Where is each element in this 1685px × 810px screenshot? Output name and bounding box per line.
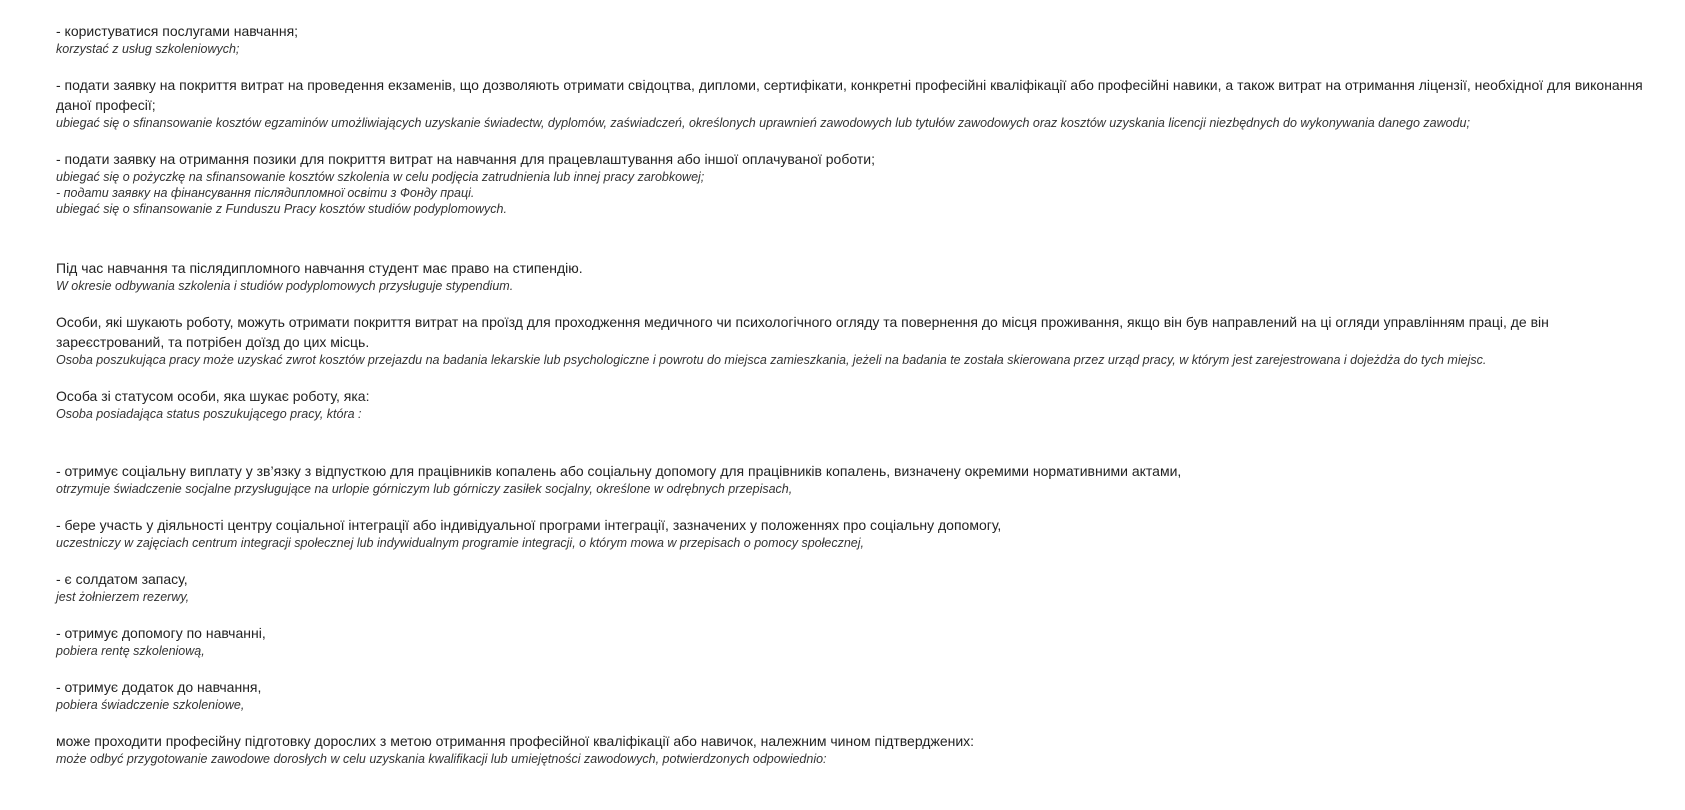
paragraph-block <box>56 21 1656 57</box>
ukrainian-text: - отримує допомогу по навчанні, <box>56 625 266 641</box>
paragraph-block <box>56 312 1656 368</box>
paragraph-block <box>56 149 1656 217</box>
polish-text: Osoba poszukująca pracy może uzyskać zwrot kosztów przejazdu na badania lekarskie lub psychologiczne i powrotu do miejsca zamieszkania, jeżeli na badania te została skierowana przez urząd pracy, w którym jest zarejestrowana i dojeżdża do tych miejsc. <box>56 353 1487 367</box>
polish-text: jest żołnierzem rezerwy, <box>56 590 190 604</box>
polish-text: ubiegać się o sfinansowanie z Funduszu Pracy kosztów studiów podyplomowych. <box>56 202 507 216</box>
ukrainian-text: Під час навчання та післядипломного навчання студент має право на стипендію. <box>56 260 583 276</box>
ukrainian-text: - користуватися послугами навчання; <box>56 23 299 39</box>
polish-text: może odbyć przygotowanie zawodowe dorosłych w celu uzyskania kwalifikacji lub umiejętności zawodowych, potwierdzonych odpowiednio: <box>56 752 827 766</box>
ukrainian-text: може проходити професійну підготовку дорослих з метою отримання професійної кваліфікації або навичок, належним чином підтверджених: <box>56 733 975 749</box>
ukrainian-text: - подати заявку на отримання позики для покриття витрат на навчання для працевлаштування або іншої оплачуваної роботи; <box>56 151 875 167</box>
polish-text: - подати заявку на фінансування післядипломної освіти з Фонду праці. <box>56 186 475 200</box>
paragraph-block <box>56 731 1656 767</box>
polish-text: otrzymuje świadczenie socjalne przysługujące na urlopie górniczym lub górniczy zasiłek socjalny, określone w odrębnych przepisach, <box>56 482 793 496</box>
polish-text: Osoba posiadająca status poszukującego pracy, która : <box>56 407 362 421</box>
ukrainian-text: - отримує соціальну виплату у зв’язку з відпусткою для працівників копалень або соціальну допомогу для працівників копалень, визначену окремими нормативними актами, <box>56 463 1182 479</box>
polish-text: pobiera rentę szkoleniową, <box>56 644 205 658</box>
polish-text: korzystać z usług szkoleniowych; <box>56 42 240 56</box>
paragraph-block <box>56 677 1656 713</box>
ukrainian-text: - подати заявку на покриття витрат на проведення екзаменів, що дозволяють отримати свідоцтва, дипломи, сертифікати, конкретні професійні кваліфікації або професійні навики, а також витрат на отримання ліцензії, необхідної для виконання даної професії; <box>56 77 1643 113</box>
ukrainian-text: - є солдатом запасу, <box>56 571 188 587</box>
paragraph-block <box>56 569 1656 605</box>
ukrainian-text: Особа зі статусом особи, яка шукає роботу, яка: <box>56 388 370 404</box>
ukrainian-text: - отримує додаток до навчання, <box>56 679 262 695</box>
paragraph-block <box>56 623 1656 659</box>
ukrainian-text: Особи, які шукають роботу, можуть отримати покриття витрат на проїзд для проходження медичного чи психологічного огляду та повернення до місця проживання, якщо він був направлений на ці огляди управлінням праці, де він зареєстрований, та потрібен доїзд до цих місць. <box>56 314 1549 350</box>
polish-text: pobiera świadczenie szkoleniowe, <box>56 698 245 712</box>
polish-text: ubiegać się o pożyczkę na sfinansowanie kosztów szkolenia w celu podjęcia zatrudnienia lub innej pracy zarobkowej; <box>56 170 705 184</box>
paragraph-block <box>56 75 1656 131</box>
polish-text: ubiegać się o sfinansowanie kosztów egzaminów umożliwiających uzyskanie świadectw, dyplomów, zaświadczeń, określonych uprawnień zawodowych lub tytułów zawodowych oraz kosztów uzyskania licencji niezbędnych do wykonywania danego zawodu; <box>56 116 1470 130</box>
polish-text: W okresie odbywania szkolenia i studiów podyplomowych przysługuje stypendium. <box>56 279 514 293</box>
paragraph-block <box>56 461 1656 497</box>
paragraph-block <box>56 515 1656 551</box>
paragraph-block <box>56 386 1656 422</box>
polish-text: uczestniczy w zajęciach centrum integracji społecznej lub indywidualnym programie integracji, o którym mowa w przepisach o pomocy społecznej, <box>56 536 864 550</box>
ukrainian-text: - бере участь у діяльності центру соціальної інтеграції або індивідуальної програми інтеграції, зазначених у положеннях про соціальну допомогу, <box>56 517 1002 533</box>
paragraph-block <box>56 258 1656 294</box>
